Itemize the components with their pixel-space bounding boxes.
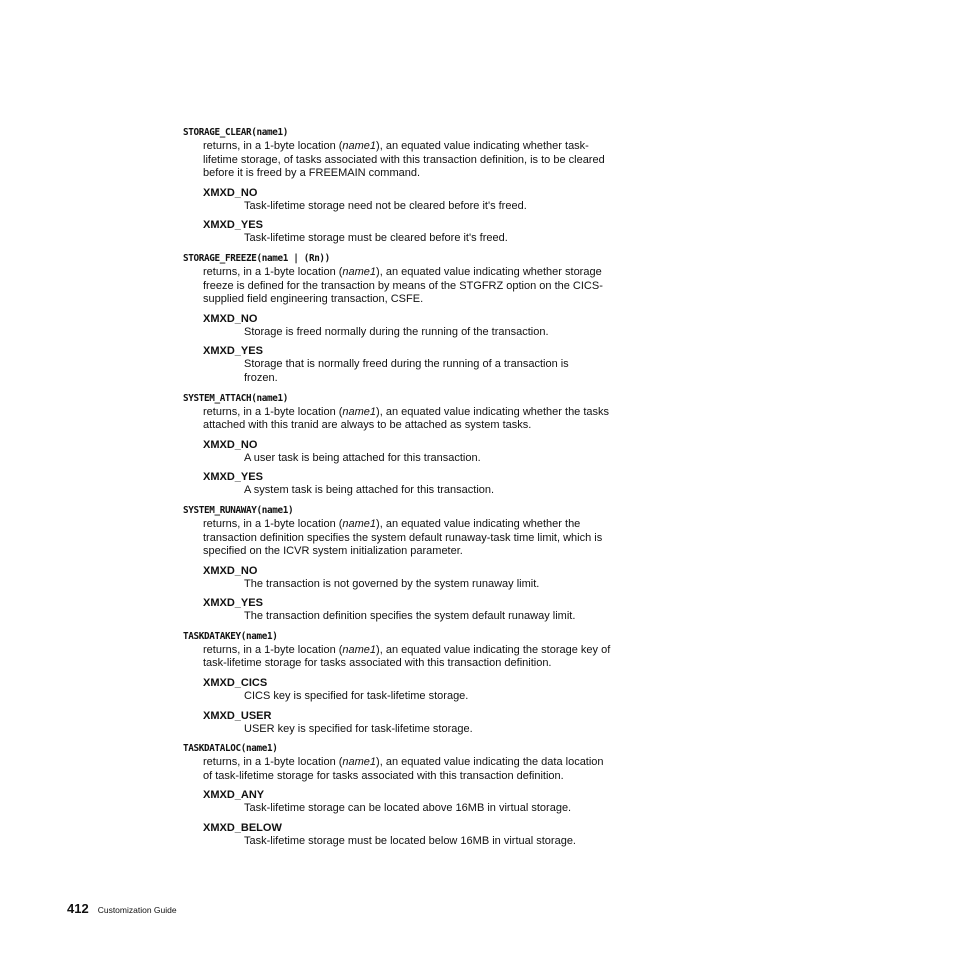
parameter-entry [183, 252, 623, 386]
option-description: Task-lifetime storage must be located below 16MB in virtual storage. [244, 835, 576, 848]
option-name: XMXD_ANY [203, 789, 265, 802]
parameter-keyword: SYSTEM_ATTACH(name1) [183, 392, 288, 404]
option-name: XMXD_NO [203, 312, 258, 325]
option-name: XMXD_NO [203, 186, 258, 199]
option-item [203, 788, 623, 816]
option-item [203, 709, 623, 737]
parameter-description: returns, in a 1-byte location (name1), an equated value indicating whether task-lifetime storage, of tasks associated with this transaction definition, is to be cleared before it is freed by a FREEMAIN command. [203, 140, 605, 180]
parameter-keyword: TASKDATALOC(name1) [183, 743, 278, 755]
option-item [203, 676, 623, 704]
option-item [203, 564, 623, 592]
parameter-list [183, 126, 623, 855]
page-footer [67, 900, 177, 918]
option-item [203, 218, 623, 246]
option-item [203, 438, 623, 466]
option-name: XMXD_YES [203, 597, 263, 610]
parameter-keyword: TASKDATAKEY(name1) [183, 630, 278, 642]
option-description: A user task is being attached for this transaction. [244, 451, 481, 464]
parameter-description: returns, in a 1-byte location (name1), an equated value indicating the data location of task-lifetime storage for tasks associated with this transaction definition. [203, 756, 604, 782]
option-name: XMXD_NO [203, 564, 258, 577]
option-description: Storage that is normally freed during the running of a transaction is frozen. [244, 358, 569, 384]
parameter-keyword: STORAGE_FREEZE(name1 | (Rn)) [183, 252, 330, 264]
option-description: Task-lifetime storage can be located above 16MB in virtual storage. [244, 802, 572, 815]
parameter-description: returns, in a 1-byte location (name1), an equated value indicating whether the transaction definition specifies the system default runaway-task time limit, which is specified on the ICVR system initialization parameter. [203, 517, 603, 558]
parameter-description: returns, in a 1-byte location (name1), an equated value indicating the storage key of task-lifetime storage for tasks associated with this transaction definition. [203, 643, 611, 670]
option-description: A system task is being attached for this transaction. [244, 484, 495, 497]
option-description: Task-lifetime storage must be cleared before it's freed. [244, 232, 508, 245]
option-description: CICS key is specified for task-lifetime storage. [244, 690, 469, 703]
page-number: 412 [67, 901, 89, 916]
option-item [203, 596, 623, 624]
parameter-description: returns, in a 1-byte location (name1), an equated value indicating whether storage freeze is defined for the transaction by means of the STGFRZ option on the CICS-supplied field engineering transaction, CSFE. [203, 265, 603, 306]
parameter-description: returns, in a 1-byte location (name1), an equated value indicating whether the tasks attached with this tranid are always to be attached as system tasks. [203, 405, 610, 432]
parameter-entry [183, 630, 623, 736]
option-item [203, 344, 623, 385]
book-title: Customization Guide [97, 905, 177, 915]
parameter-keyword: STORAGE_CLEAR(name1) [183, 127, 288, 138]
option-description: Task-lifetime storage need not be cleared before it's freed. [244, 199, 527, 212]
option-item [203, 186, 623, 214]
option-description: Storage is freed normally during the running of the transaction. [244, 325, 549, 338]
parameter-entry [183, 742, 623, 848]
option-description: The transaction definition specifies the system default runaway limit. [244, 610, 576, 623]
option-name: XMXD_NO [203, 438, 258, 451]
option-name: XMXD_BELOW [203, 822, 282, 835]
parameter-entry [183, 126, 623, 246]
option-item [203, 821, 623, 849]
parameter-entry [183, 504, 623, 624]
option-name: XMXD_YES [203, 219, 263, 232]
parameter-entry [183, 392, 623, 498]
option-item [203, 312, 623, 340]
option-name: XMXD_YES [203, 471, 263, 484]
option-name: XMXD_YES [203, 345, 263, 358]
option-name: XMXD_USER [203, 709, 272, 722]
option-item [203, 470, 623, 498]
option-name: XMXD_CICS [203, 677, 268, 690]
parameter-keyword: SYSTEM_RUNAWAY(name1) [183, 504, 294, 516]
option-description: The transaction is not governed by the system runaway limit. [244, 577, 540, 590]
option-description: USER key is specified for task-lifetime storage. [244, 722, 473, 735]
